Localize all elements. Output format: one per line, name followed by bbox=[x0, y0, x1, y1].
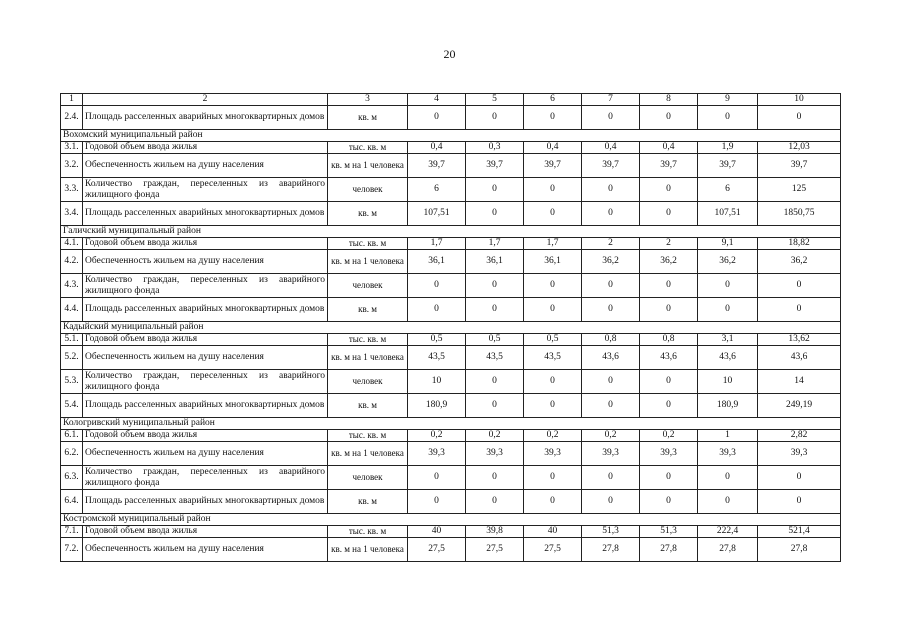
value-cell: 27,8 bbox=[582, 538, 640, 562]
value-cell: 0 bbox=[524, 202, 582, 226]
value-cell: 43,6 bbox=[758, 346, 841, 370]
row-number: 2.4. bbox=[61, 106, 83, 130]
table-row bbox=[61, 250, 841, 274]
table-row bbox=[61, 154, 841, 178]
unit-cell: кв. м bbox=[328, 394, 408, 418]
value-cell: 0 bbox=[698, 466, 758, 490]
value-cell: 0 bbox=[582, 178, 640, 202]
indicator-name: Количество граждан, переселенных из аварийного жилищного фонда bbox=[83, 370, 328, 394]
value-cell: 0 bbox=[408, 466, 466, 490]
table-row bbox=[61, 202, 841, 226]
column-header: 10 bbox=[758, 94, 841, 106]
indicator-name: Количество граждан, переселенных из аварийного жилищного фонда bbox=[83, 466, 328, 490]
section-title: Вохомский муниципальный район bbox=[61, 130, 841, 142]
value-cell: 0 bbox=[524, 106, 582, 130]
value-cell: 0 bbox=[758, 274, 841, 298]
column-header: 6 bbox=[524, 94, 582, 106]
value-cell: 39,7 bbox=[758, 154, 841, 178]
table-row bbox=[61, 394, 841, 418]
value-cell: 0 bbox=[524, 298, 582, 322]
value-cell: 0 bbox=[466, 202, 524, 226]
section-row bbox=[61, 226, 841, 238]
header-row bbox=[61, 94, 841, 106]
value-cell: 39,3 bbox=[640, 442, 698, 466]
value-cell: 0 bbox=[524, 178, 582, 202]
value-cell: 27,5 bbox=[524, 538, 582, 562]
unit-cell: тыс. кв. м bbox=[328, 334, 408, 346]
value-cell: 125 bbox=[758, 178, 841, 202]
page-number: 20 bbox=[443, 47, 456, 61]
table-row bbox=[61, 442, 841, 466]
value-cell: 10 bbox=[408, 370, 466, 394]
value-cell: 0 bbox=[466, 370, 524, 394]
unit-cell: тыс. кв. м bbox=[328, 526, 408, 538]
value-cell: 14 bbox=[758, 370, 841, 394]
value-cell: 0 bbox=[640, 298, 698, 322]
value-cell: 36,1 bbox=[408, 250, 466, 274]
table-row bbox=[61, 430, 841, 442]
unit-cell: кв. м bbox=[328, 202, 408, 226]
indicator-name: Годовой объем ввода жилья bbox=[83, 334, 328, 346]
value-cell: 0 bbox=[758, 106, 841, 130]
unit-cell: кв. м на 1 человека bbox=[328, 154, 408, 178]
indicator-name: Годовой объем ввода жилья bbox=[83, 430, 328, 442]
value-cell: 0 bbox=[640, 274, 698, 298]
unit-cell: человек bbox=[328, 466, 408, 490]
indicator-name: Обеспеченность жильем на душу населения bbox=[83, 442, 328, 466]
value-cell: 0 bbox=[640, 370, 698, 394]
value-cell: 0 bbox=[466, 394, 524, 418]
value-cell: 27,8 bbox=[758, 538, 841, 562]
value-cell: 180,9 bbox=[408, 394, 466, 418]
row-number: 5.2. bbox=[61, 346, 83, 370]
value-cell: 6 bbox=[408, 178, 466, 202]
value-cell: 0,4 bbox=[582, 142, 640, 154]
value-cell: 0,4 bbox=[640, 142, 698, 154]
indicator-name: Площадь расселенных аварийных многоквартирных домов bbox=[83, 490, 328, 514]
value-cell: 43,5 bbox=[466, 346, 524, 370]
value-cell: 39,3 bbox=[698, 442, 758, 466]
value-cell: 0 bbox=[698, 490, 758, 514]
row-number: 6.3. bbox=[61, 466, 83, 490]
table-row bbox=[61, 346, 841, 370]
section-row bbox=[61, 130, 841, 142]
indicator-name: Годовой объем ввода жилья bbox=[83, 526, 328, 538]
table-body bbox=[61, 106, 841, 562]
value-cell: 0 bbox=[640, 178, 698, 202]
value-cell: 0 bbox=[640, 490, 698, 514]
value-cell: 36,2 bbox=[698, 250, 758, 274]
value-cell: 39,8 bbox=[466, 526, 524, 538]
table-row bbox=[61, 142, 841, 154]
value-cell: 0 bbox=[582, 298, 640, 322]
value-cell: 43,5 bbox=[408, 346, 466, 370]
unit-cell: тыс. кв. м bbox=[328, 142, 408, 154]
value-cell: 3,1 bbox=[698, 334, 758, 346]
value-cell: 39,7 bbox=[640, 154, 698, 178]
value-cell: 0 bbox=[640, 394, 698, 418]
table-row bbox=[61, 334, 841, 346]
value-cell: 40 bbox=[524, 526, 582, 538]
table-row bbox=[61, 370, 841, 394]
value-cell: 0 bbox=[524, 490, 582, 514]
value-cell: 10 bbox=[698, 370, 758, 394]
row-number: 6.2. bbox=[61, 442, 83, 466]
unit-cell: кв. м bbox=[328, 298, 408, 322]
table-row bbox=[61, 490, 841, 514]
section-title: Костромской муниципальный район bbox=[61, 514, 841, 526]
row-number: 6.4. bbox=[61, 490, 83, 514]
section-row bbox=[61, 418, 841, 430]
unit-cell: человек bbox=[328, 274, 408, 298]
section-row bbox=[61, 514, 841, 526]
row-number: 3.3. bbox=[61, 178, 83, 202]
table-row bbox=[61, 238, 841, 250]
column-header: 8 bbox=[640, 94, 698, 106]
section-title: Кологривский муниципальный район bbox=[61, 418, 841, 430]
value-cell: 0,2 bbox=[640, 430, 698, 442]
value-cell: 39,3 bbox=[582, 442, 640, 466]
value-cell: 249,19 bbox=[758, 394, 841, 418]
value-cell: 0 bbox=[640, 466, 698, 490]
value-cell: 27,8 bbox=[640, 538, 698, 562]
value-cell: 0 bbox=[466, 298, 524, 322]
value-cell: 36,1 bbox=[524, 250, 582, 274]
value-cell: 0 bbox=[640, 202, 698, 226]
value-cell: 13,62 bbox=[758, 334, 841, 346]
value-cell: 0 bbox=[698, 274, 758, 298]
unit-cell: человек bbox=[328, 178, 408, 202]
section-title: Кадыйский муниципальный район bbox=[61, 322, 841, 334]
value-cell: 0,2 bbox=[466, 430, 524, 442]
value-cell: 43,6 bbox=[582, 346, 640, 370]
value-cell: 1,7 bbox=[524, 238, 582, 250]
row-number: 4.2. bbox=[61, 250, 83, 274]
value-cell: 0 bbox=[524, 370, 582, 394]
unit-cell: кв. м на 1 человека bbox=[328, 442, 408, 466]
value-cell: 0 bbox=[698, 298, 758, 322]
unit-cell: человек bbox=[328, 370, 408, 394]
value-cell: 43,6 bbox=[640, 346, 698, 370]
value-cell: 27,5 bbox=[466, 538, 524, 562]
indicator-name: Площадь расселенных аварийных многоквартирных домов bbox=[83, 394, 328, 418]
table-row bbox=[61, 538, 841, 562]
value-cell: 0 bbox=[466, 106, 524, 130]
value-cell: 0,2 bbox=[582, 430, 640, 442]
column-header: 2 bbox=[83, 94, 328, 106]
value-cell: 1,7 bbox=[466, 238, 524, 250]
unit-cell: тыс. кв. м bbox=[328, 238, 408, 250]
unit-cell: кв. м на 1 человека bbox=[328, 538, 408, 562]
value-cell: 39,3 bbox=[466, 442, 524, 466]
table-row bbox=[61, 526, 841, 538]
value-cell: 0,3 bbox=[466, 142, 524, 154]
value-cell: 2 bbox=[640, 238, 698, 250]
row-number: 4.4. bbox=[61, 298, 83, 322]
table-row bbox=[61, 298, 841, 322]
value-cell: 0 bbox=[582, 466, 640, 490]
value-cell: 39,3 bbox=[524, 442, 582, 466]
unit-cell: кв. м bbox=[328, 106, 408, 130]
value-cell: 0,2 bbox=[408, 430, 466, 442]
indicator-name: Обеспеченность жильем на душу населения bbox=[83, 154, 328, 178]
unit-cell: кв. м на 1 человека bbox=[328, 250, 408, 274]
row-number: 7.1. bbox=[61, 526, 83, 538]
value-cell: 39,7 bbox=[524, 154, 582, 178]
section-row bbox=[61, 322, 841, 334]
indicator-name: Обеспеченность жильем на душу населения bbox=[83, 538, 328, 562]
value-cell: 0 bbox=[758, 490, 841, 514]
value-cell: 107,51 bbox=[408, 202, 466, 226]
value-cell: 43,6 bbox=[698, 346, 758, 370]
value-cell: 39,7 bbox=[582, 154, 640, 178]
row-number: 3.4. bbox=[61, 202, 83, 226]
indicator-name: Площадь расселенных аварийных многоквартирных домов bbox=[83, 202, 328, 226]
value-cell: 27,8 bbox=[698, 538, 758, 562]
value-cell: 0 bbox=[466, 490, 524, 514]
row-number: 4.1. bbox=[61, 238, 83, 250]
value-cell: 2 bbox=[582, 238, 640, 250]
row-number: 6.1. bbox=[61, 430, 83, 442]
value-cell: 1850,75 bbox=[758, 202, 841, 226]
value-cell: 0 bbox=[582, 490, 640, 514]
indicators-table bbox=[60, 93, 841, 562]
value-cell: 222,4 bbox=[698, 526, 758, 538]
value-cell: 40 bbox=[408, 526, 466, 538]
column-header: 3 bbox=[328, 94, 408, 106]
value-cell: 6 bbox=[698, 178, 758, 202]
value-cell: 1,9 bbox=[698, 142, 758, 154]
indicator-name: Обеспеченность жильем на душу населения bbox=[83, 250, 328, 274]
row-number: 3.2. bbox=[61, 154, 83, 178]
indicator-name: Площадь расселенных аварийных многоквартирных домов bbox=[83, 106, 328, 130]
value-cell: 0 bbox=[466, 466, 524, 490]
value-cell: 0,2 bbox=[524, 430, 582, 442]
value-cell: 36,2 bbox=[640, 250, 698, 274]
table-row bbox=[61, 274, 841, 298]
value-cell: 0,8 bbox=[640, 334, 698, 346]
column-header: 5 bbox=[466, 94, 524, 106]
value-cell: 0 bbox=[408, 274, 466, 298]
value-cell: 0,4 bbox=[408, 142, 466, 154]
row-number: 7.2. bbox=[61, 538, 83, 562]
value-cell: 0 bbox=[758, 466, 841, 490]
value-cell: 51,3 bbox=[582, 526, 640, 538]
row-number: 5.1. bbox=[61, 334, 83, 346]
value-cell: 51,3 bbox=[640, 526, 698, 538]
value-cell: 36,2 bbox=[582, 250, 640, 274]
value-cell: 0 bbox=[582, 370, 640, 394]
value-cell: 0 bbox=[408, 298, 466, 322]
value-cell: 0 bbox=[408, 106, 466, 130]
value-cell: 0 bbox=[524, 274, 582, 298]
value-cell: 0,4 bbox=[524, 142, 582, 154]
value-cell: 27,5 bbox=[408, 538, 466, 562]
value-cell: 0,5 bbox=[466, 334, 524, 346]
column-header: 1 bbox=[61, 94, 83, 106]
value-cell: 107,51 bbox=[698, 202, 758, 226]
table-row bbox=[61, 106, 841, 130]
value-cell: 0 bbox=[582, 106, 640, 130]
value-cell: 39,3 bbox=[758, 442, 841, 466]
value-cell: 0 bbox=[466, 274, 524, 298]
unit-cell: кв. м bbox=[328, 490, 408, 514]
value-cell: 1,7 bbox=[408, 238, 466, 250]
column-header: 7 bbox=[582, 94, 640, 106]
value-cell: 0 bbox=[698, 106, 758, 130]
indicator-name: Обеспеченность жильем на душу населения bbox=[83, 346, 328, 370]
value-cell: 39,3 bbox=[408, 442, 466, 466]
value-cell: 1 bbox=[698, 430, 758, 442]
row-number: 5.4. bbox=[61, 394, 83, 418]
section-title: Галичский муниципальный район bbox=[61, 226, 841, 238]
indicator-name: Площадь расселенных аварийных многоквартирных домов bbox=[83, 298, 328, 322]
value-cell: 0 bbox=[524, 394, 582, 418]
value-cell: 0 bbox=[466, 178, 524, 202]
value-cell: 0 bbox=[408, 490, 466, 514]
value-cell: 0,5 bbox=[408, 334, 466, 346]
value-cell: 39,7 bbox=[408, 154, 466, 178]
value-cell: 0 bbox=[758, 298, 841, 322]
indicator-name: Годовой объем ввода жилья bbox=[83, 142, 328, 154]
value-cell: 43,5 bbox=[524, 346, 582, 370]
value-cell: 180,9 bbox=[698, 394, 758, 418]
value-cell: 39,7 bbox=[698, 154, 758, 178]
unit-cell: тыс. кв. м bbox=[328, 430, 408, 442]
indicator-name: Количество граждан, переселенных из аварийного жилищного фонда bbox=[83, 274, 328, 298]
unit-cell: кв. м на 1 человека bbox=[328, 346, 408, 370]
value-cell: 36,2 bbox=[758, 250, 841, 274]
value-cell: 0,8 bbox=[582, 334, 640, 346]
value-cell: 521,4 bbox=[758, 526, 841, 538]
table-row bbox=[61, 178, 841, 202]
row-number: 4.3. bbox=[61, 274, 83, 298]
value-cell: 9,1 bbox=[698, 238, 758, 250]
value-cell: 0,5 bbox=[524, 334, 582, 346]
value-cell: 12,03 bbox=[758, 142, 841, 154]
column-header: 4 bbox=[408, 94, 466, 106]
value-cell: 39,7 bbox=[466, 154, 524, 178]
value-cell: 18,82 bbox=[758, 238, 841, 250]
value-cell: 0 bbox=[582, 202, 640, 226]
indicator-name: Годовой объем ввода жилья bbox=[83, 238, 328, 250]
column-header: 9 bbox=[698, 94, 758, 106]
value-cell: 0 bbox=[582, 394, 640, 418]
value-cell: 0 bbox=[582, 274, 640, 298]
indicator-name: Количество граждан, переселенных из аварийного жилищного фонда bbox=[83, 178, 328, 202]
value-cell: 2,82 bbox=[758, 430, 841, 442]
value-cell: 36,1 bbox=[466, 250, 524, 274]
row-number: 3.1. bbox=[61, 142, 83, 154]
row-number: 5.3. bbox=[61, 370, 83, 394]
value-cell: 0 bbox=[640, 106, 698, 130]
value-cell: 0 bbox=[524, 466, 582, 490]
table-row bbox=[61, 466, 841, 490]
